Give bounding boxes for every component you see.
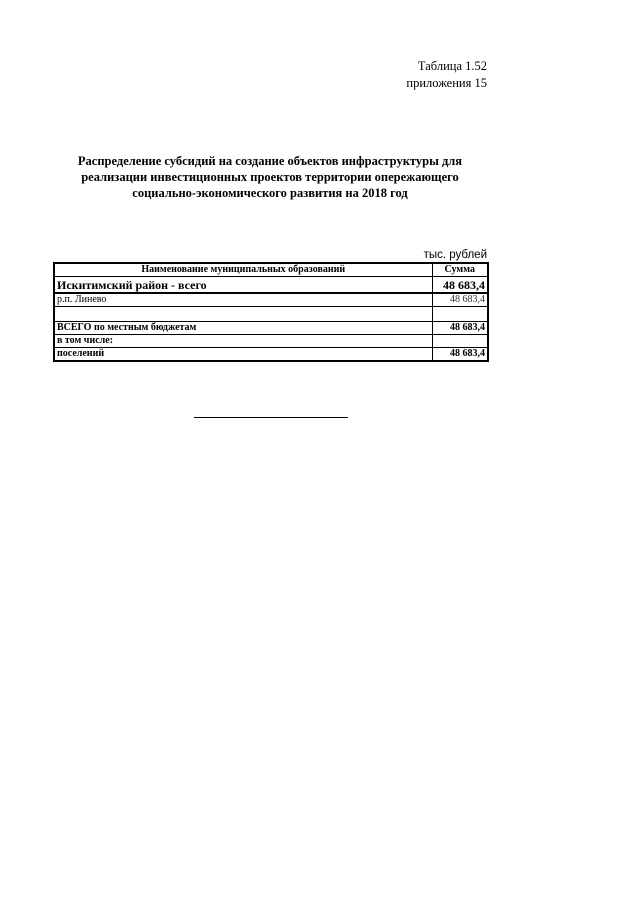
table-number: Таблица 1.52 [417,59,487,73]
table-header-row [54,263,488,277]
subsidy-table [53,262,489,362]
closing-rule [194,417,348,418]
title-line-1: Распределение субсидий на создание объектов инфраструктуры для [77,154,463,168]
row-sum [432,307,488,322]
table-row [54,322,488,335]
table-caption [406,58,487,92]
table-row [54,348,488,362]
row-name: р.п. Линево [54,293,432,307]
table-row [54,277,488,294]
title-line-3: социально-экономического развития на 2018 год [132,186,408,200]
table-row [54,307,488,322]
units-label: тыс. рублей [423,249,487,261]
table-row [54,335,488,348]
table-row [54,293,488,307]
row-name: поселений [54,348,432,362]
row-sum [432,335,488,348]
row-name [54,307,432,322]
row-sum: 48 683,4 [432,293,488,307]
document-title [60,153,480,201]
row-sum: 48 683,4 [432,348,488,362]
row-name: ВСЕГО по местным бюджетам [54,322,432,335]
header-sum: Сумма [432,263,488,277]
header-name: Наименование муниципальных образований [54,263,432,277]
appendix-number: приложения 15 [406,76,487,90]
row-name: в том числе: [54,335,432,348]
title-line-2: реализации инвестиционных проектов территории опережающего [81,170,459,184]
row-name: Искитимский район - всего [54,277,432,294]
row-sum: 48 683,4 [432,322,488,335]
row-sum: 48 683,4 [432,277,488,294]
